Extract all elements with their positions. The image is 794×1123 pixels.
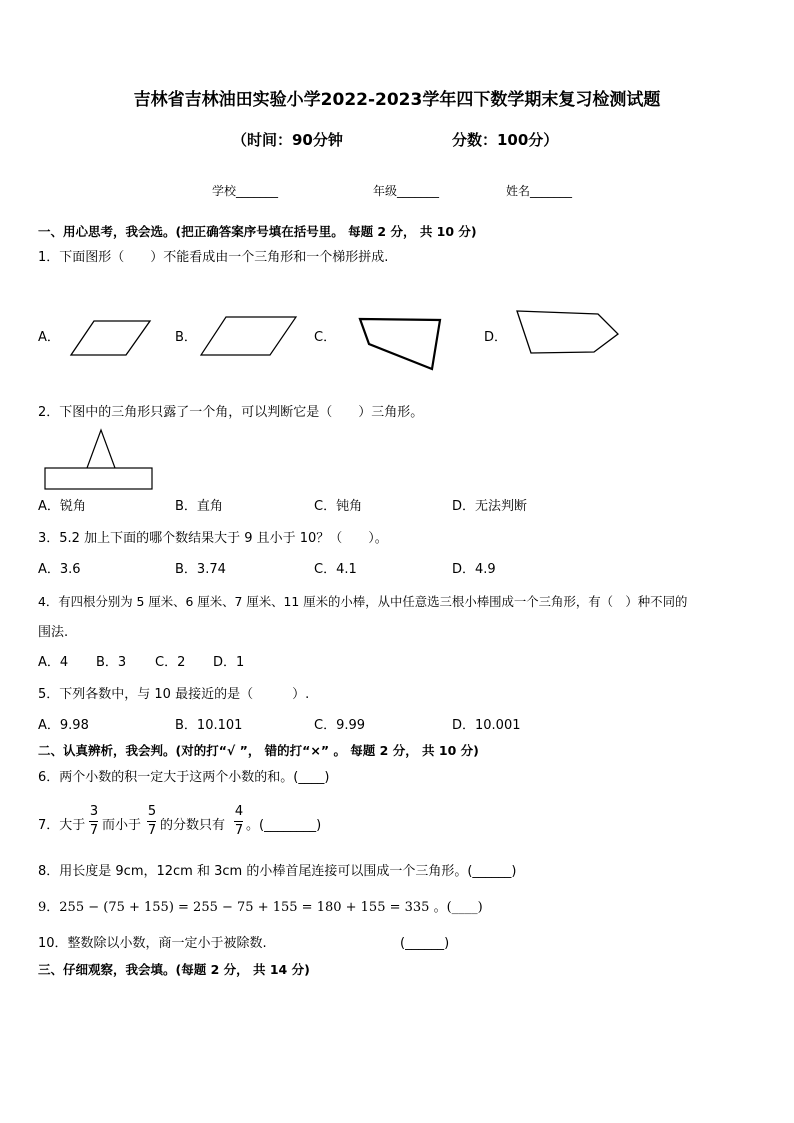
q2-hidden-triangle-figure xyxy=(44,428,154,492)
q7-fraction2-numerator: 5 xyxy=(147,804,157,819)
q2-option-a: A．锐角 xyxy=(38,499,86,514)
q7-fraction3-denominator: 7 xyxy=(234,823,244,838)
q1-option-c: C． xyxy=(314,330,337,345)
q4-stem-line1: 4．有四根分别为 5 厘米、6 厘米、7 厘米、11 厘米的小棒，从中任意选三根小棒围成一个三角形，有（ ）种不同的 xyxy=(38,594,688,609)
q2-option-d: D．无法判断 xyxy=(452,499,528,514)
q7-mid2: 的分数只有 xyxy=(160,818,226,833)
grade-field[interactable]: 年级_______ xyxy=(373,184,440,198)
q10-answer-blank[interactable]: (______) xyxy=(400,936,450,951)
section3-heading: 三、仔细观察，我会填。(每题 2 分， 共 14 分) xyxy=(38,962,310,977)
q5-stem: 5．下列各数中，与 10 最接近的是（ ）. xyxy=(38,687,310,702)
q7-fraction3-numerator: 4 xyxy=(234,804,244,819)
q7-mid: 而小于 xyxy=(102,818,142,833)
q3-option-c: C．4.1 xyxy=(314,562,357,577)
q1-option-d: D． xyxy=(484,330,508,345)
q7-fraction1-denominator: 7 xyxy=(89,823,99,838)
total-score: 分数：100分） xyxy=(452,131,559,149)
q7-fraction2-bar xyxy=(147,821,156,822)
time-limit: （时间：90分钟 xyxy=(232,131,343,149)
q2-option-b: B．直角 xyxy=(175,499,223,514)
q4-option-d: D．1 xyxy=(213,655,245,670)
q1-option-a: A． xyxy=(38,330,60,345)
q3-option-a: A．3.6 xyxy=(38,562,81,577)
q4-option-a: A．4 xyxy=(38,655,69,670)
q7-fraction1-bar xyxy=(89,821,98,822)
q4-stem-line2: 围法. xyxy=(38,625,69,640)
q1-figure-a-parallelogram xyxy=(70,320,152,356)
q2-option-c: C．钝角 xyxy=(314,499,363,514)
q4-option-b: B．3 xyxy=(96,655,127,670)
q7-fraction1-numerator: 3 xyxy=(89,804,99,819)
q6-stem: 6．两个小数的积一定大于这两个小数的和。(____) xyxy=(38,770,330,785)
q1-figure-c-quadrilateral xyxy=(356,316,444,372)
q1-figure-d-pentagon xyxy=(514,308,622,356)
q9-stem: 9．255 − (75 + 155) = 255 − 75 + 155 = 180 + 155 = 335 。(____) xyxy=(38,900,483,915)
q3-option-d: D．4.9 xyxy=(452,562,496,577)
section2-heading: 二、认真辨析，我会判。(对的打“√ ”， 错的打“×” 。 每题 2 分， 共 10 分) xyxy=(38,743,479,758)
q5-option-c: C．9.99 xyxy=(314,718,366,733)
q5-option-a: A．9.98 xyxy=(38,718,89,733)
q1-figure-b-parallelogram xyxy=(200,316,298,356)
q5-option-b: B．10.101 xyxy=(175,718,243,733)
q7-prefix: 7．大于 xyxy=(38,818,86,833)
q1-option-b: B． xyxy=(175,330,197,345)
q7-fraction2-denominator: 7 xyxy=(147,823,157,838)
page-title: 吉林省吉林油田实验小学2022-2023学年四下数学期末复习检测试题 xyxy=(133,90,661,110)
q4-option-c: C．2 xyxy=(155,655,186,670)
q8-stem: 8．用长度是 9cm，12cm 和 3cm 的小棒首尾连接可以围成一个三角形。(______) xyxy=(38,864,517,879)
q3-stem: 3．5.2 加上下面的哪个数结果大于 9 且小于 10？（ ）。 xyxy=(38,531,388,546)
name-field[interactable]: 姓名_______ xyxy=(506,184,573,198)
q2-stem: 2．下图中的三角形只露了一个角，可以判断它是（ ）三角形。 xyxy=(38,405,424,420)
q10-stem: 10．整数除以小数，商一定小于被除数. xyxy=(38,936,267,951)
section1-heading: 一、用心思考，我会选。(把正确答案序号填在括号里。 每题 2 分， 共 10 分) xyxy=(38,224,477,239)
q1-stem: 1．下面图形（ ）不能看成由一个三角形和一个梯形拼成. xyxy=(38,250,389,265)
q7-fraction3-bar xyxy=(234,821,243,822)
school-field[interactable]: 学校_______ xyxy=(212,184,279,198)
q7-suffix: 。(________) xyxy=(246,818,322,833)
q5-option-d: D．10.001 xyxy=(452,718,521,733)
q3-option-b: B．3.74 xyxy=(175,562,226,577)
